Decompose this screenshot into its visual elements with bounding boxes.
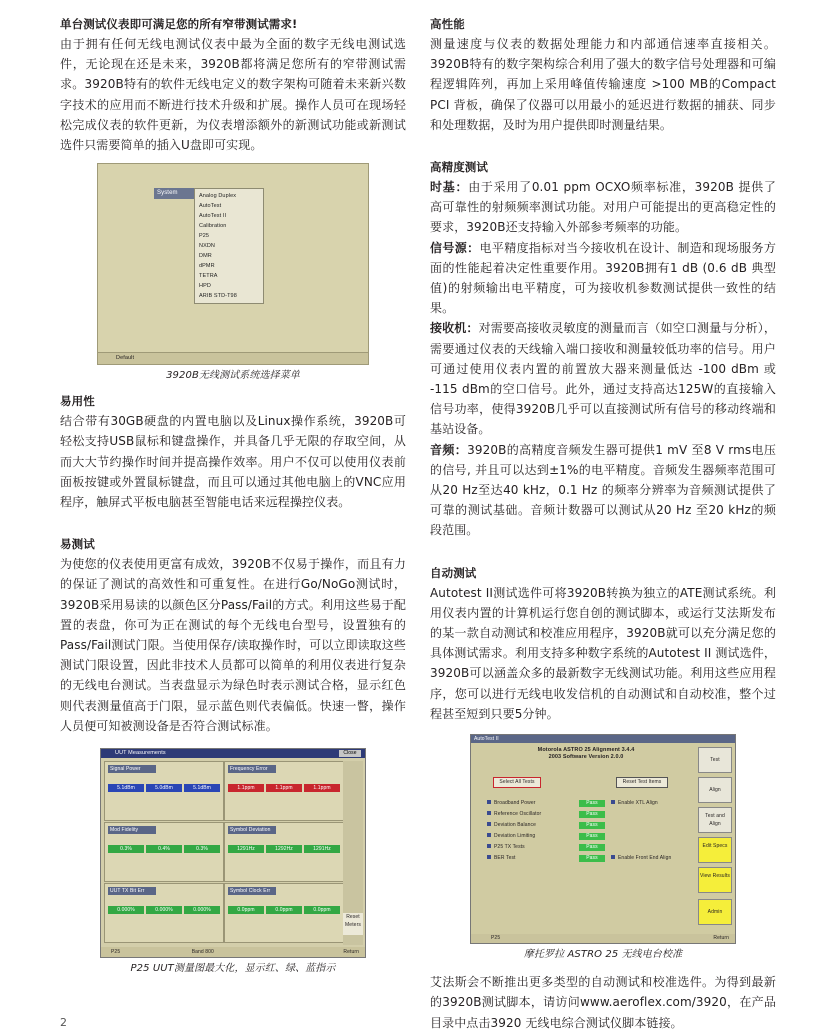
- checkbox-icon: [487, 822, 491, 826]
- meter-value-green: 0.000%: [184, 906, 220, 914]
- pass-badge: Pass: [579, 800, 605, 807]
- label-receiver: 接收机：: [430, 321, 479, 336]
- test-name: Deviation Limiting: [494, 833, 536, 840]
- test-row: [487, 832, 535, 840]
- left-column: [60, 14, 406, 976]
- system-menu-list: [194, 188, 264, 304]
- view-results-button: View Results: [698, 867, 732, 893]
- meter-value-green: 0.4%: [146, 845, 182, 853]
- meter-label: Frequency Error: [228, 765, 276, 773]
- test-button: Test: [698, 747, 732, 773]
- fig3-caption: 摩托罗拉 ASTRO 25 无线电台校准: [523, 949, 683, 961]
- uut-close-button: Close: [339, 750, 361, 757]
- meter-value-red: 1.1ppm: [304, 784, 340, 792]
- para-autotest: Autotest II测试选件可将3920B转换为独立的ATE测试系统。利用仪表内置的计算机运行您自创的测试脚本，或运行艾法斯发布的某一款自动测试和校准应用程序，3920B就可以充分满足您的具体测试需求。利用支持多种数字系统的Autotest II 测试选件，3920B可以涵盖众多的最新数字无线测试功能。利用这些应用程序，您可以进行无线电收发信机的自动测试和自动校准，整个过程甚至短到只要5分钟。: [430, 585, 776, 721]
- select-all-tests-button: Select All Tests: [493, 777, 541, 788]
- meter-value-red: 1.1ppm: [228, 784, 264, 792]
- option-row: [611, 854, 671, 862]
- label-timebase: 时基：: [430, 180, 469, 195]
- uut-footer-left: P25: [111, 949, 121, 956]
- para-all-tests: 由于拥有任何无线电测试仪表中最为全面的数字无线电测试选件，无论现在还是未来，3920B都将满足您所有的窄带测试需求。3920B特有的软件无线电定义的数字架构可随着未来新兴数字技术的应用而不断进行技术升级和扩展。操作人员可在现场轻松完成仪表的软件更新，为仪表增添额外的新测试功能或新测试选件只需要简单的插入U盘即可实现。: [60, 37, 406, 153]
- meter-value-green: 0.0ppm: [266, 906, 302, 914]
- pass-badge: Pass: [579, 833, 605, 840]
- menu-item: AutoTest II: [199, 213, 227, 220]
- pass-badge: Pass: [579, 844, 605, 851]
- option-label: Enable XTL Align: [618, 800, 658, 807]
- meter-panel: [224, 883, 344, 943]
- text-timebase: 由于采用了0.01 ppm OCXO频率标准，3920B 提供了高可靠性的射频频率测试功能。对用户可能提出的更高稳定性的要求，3920B还支持输入外部参考频率的功能。: [430, 180, 776, 235]
- para-generator: [430, 238, 776, 319]
- meter-value-green: 0.3%: [184, 845, 220, 853]
- checkbox-icon: [487, 844, 491, 848]
- text-generator: 电平精度指标对当今接收机在设计、制造和现场服务方面的性能起着决定性重要作用。3920B拥有1 dB (0.6 dB 典型值)的射频输出电平精度，可为接收机参数测试提供一致性的结果。: [430, 240, 776, 316]
- meter-value-green: 0.0ppm: [228, 906, 264, 914]
- page-number: 2: [60, 1016, 67, 1029]
- meter-label: Mod Fidelity: [108, 826, 156, 834]
- meter-panel: [224, 822, 344, 882]
- system-menu-footer: Default: [98, 352, 368, 364]
- checkbox-icon: [487, 800, 491, 804]
- meter-value-green: 0.000%: [146, 906, 182, 914]
- meter-value-green: 0.000%: [108, 906, 144, 914]
- heading-performance: 高性能: [430, 17, 465, 31]
- checkbox-icon: [611, 855, 615, 859]
- pass-badge: Pass: [579, 822, 605, 829]
- meter-value-blue: 5.1dBm: [108, 784, 144, 792]
- meter-value-green: 1292Hz: [266, 845, 302, 853]
- meter-label: UUT TX Bit Err: [108, 887, 156, 895]
- pass-badge: Pass: [579, 811, 605, 818]
- para-performance: 测量速度与仪表的数据处理能力和内部通信速率直接相关。3920B特有的数字架构综合利用了强大的数字信号处理器和可编程逻辑阵列，再加上采用峰值传输速度 >100 MB的Compact PCI 背板，确保了仪器可以用最小的延迟进行数据的捕获、同步和处理数据，及时为用户提供即时测量结果。: [430, 37, 776, 132]
- meter-value-blue: 5.0dBm: [146, 784, 182, 792]
- meter-value-green: 1291Hz: [228, 845, 264, 853]
- menu-item: ARIB STD-T98: [199, 293, 237, 300]
- label-generator: 信号源：: [430, 240, 480, 255]
- checkbox-icon: [487, 855, 491, 859]
- heading-easy-test: 易测试: [60, 537, 95, 552]
- meter-panel: [104, 761, 224, 821]
- autotest-title: [511, 747, 661, 761]
- menu-item: dPMR: [199, 263, 215, 270]
- checkbox-icon: [487, 833, 491, 837]
- reset-test-items-button: Reset Test Items: [616, 777, 668, 788]
- fig2-caption: P25 UUT测量图最大化，显示红、绿、蓝指示: [130, 963, 336, 975]
- align-button: Align: [698, 777, 732, 803]
- checkbox-icon: [487, 811, 491, 815]
- pass-badge: Pass: [579, 855, 605, 862]
- meter-panel: [224, 761, 344, 821]
- uut-measurements-screenshot: [100, 748, 366, 958]
- menu-item: Calibration: [199, 223, 227, 230]
- test-name: BER Test: [494, 855, 516, 862]
- test-row: [487, 854, 516, 862]
- admin-button: Admin: [698, 899, 732, 925]
- menu-item: HPD: [199, 283, 211, 290]
- menu-item: Analog Duplex: [199, 193, 237, 200]
- option-row: [611, 799, 658, 807]
- autotest-footer-right: Return: [713, 935, 729, 942]
- test-name: Deviation Balance: [494, 822, 537, 829]
- menu-item: TETRA: [199, 273, 218, 280]
- test-row: [487, 821, 536, 829]
- heading-autotest: 自动测试: [430, 565, 477, 580]
- uut-footer: [101, 947, 365, 957]
- para-audio: [430, 440, 776, 541]
- uut-footer-right: Return: [343, 949, 359, 956]
- test-name: Reference Oscillator: [494, 811, 542, 818]
- menu-item: DMR: [199, 253, 212, 260]
- menu-item: P25: [199, 233, 210, 240]
- test-row: [487, 843, 525, 851]
- heading-ease-of-use: 易用性: [60, 394, 95, 409]
- test-and-align-button: Test and Align: [698, 807, 732, 833]
- edit-specs-button: Edit Specs: [698, 837, 732, 863]
- heading-all-tests: 单台测试仪表即可满足您的所有窄带测试需求!: [60, 17, 298, 31]
- para-easy-test: 为使您的仪表使用更富有成效，3920B不仅易于操作，而且有力的保证了测试的高效性和可重复性。在进行Go/NoGo测试时，3920B采用易读的以颜色区分Pass/Fail的方式。利用这些易于配置的表盘，你可为正在测试的每个无线电台型号，设置独有的Pass/Fail测试门限。当使用保存/读取操作时，可以立即读取这些测试门限设置，因此非技术人员都可以简单的利用仪表进行复杂的无线电台测试。当表盘显示为绿色时表示测试合格，显示红色则代表测量值高于门限，显示蓝色则代表偏低。快速一瞥，操作人员便可知被测设备是否符合测试标准。: [60, 557, 406, 733]
- menu-item: NXDN: [199, 243, 215, 250]
- uut-footer-mid: Band 800: [191, 949, 214, 956]
- autotest-title-line2: 2003 Software Version 2.0.0: [548, 754, 624, 761]
- test-name: P25 TX Tests: [494, 844, 525, 851]
- para-ease-of-use: 结合带有30GB硬盘的内置电脑以及Linux操作系统，3920B可轻松支持USB鼠标和键盘操作，并具备几乎无限的存取空间，从而大大节约操作时间并提高操作效率。用户不仅可以使用仪表前面板按键或外置鼠标键盘，而且可以通过其他电脑上的VNC应用程序，触屏式平板电脑甚至智能电话来远程操控仪表。: [60, 414, 406, 510]
- text-audio: 3920B的高精度音频发生器可提供1 mV 至8 V rms电压的信号, 并且可以达到±1%的电平精度。音频发生器频率范围可从20 Hz至达40 kHz，0.1 Hz 的频率分辨率为音频测试提供了可靠的测试基础。音频计数器可以测试从20 Hz 至20 kHz的频段范围。: [430, 442, 776, 538]
- meter-panel: [104, 883, 224, 943]
- meter-value-blue: 5.1dBm: [184, 784, 220, 792]
- meter-value-green: 0.3%: [108, 845, 144, 853]
- checkbox-icon: [611, 800, 615, 804]
- autotest-footer: [471, 934, 735, 943]
- meter-value-green: 0.0ppm: [304, 906, 340, 914]
- meter-label: Signal Power: [108, 765, 156, 773]
- label-audio: 音频：: [430, 442, 468, 457]
- para-aeroflex: 艾法斯会不断推出更多类型的自动测试和校准选件。为得到最新的3920B测试脚本，请访问www.aeroflex.com/3920，在产品目录中点击3920 无线电综合测试仪脚本链接。: [430, 975, 776, 1030]
- uut-title-bar: UUT Measurements: [101, 749, 365, 758]
- autotest-title-line1: Motorola ASTRO 25 Alignment 3.4.4: [537, 747, 635, 754]
- menu-item: AutoTest: [199, 203, 222, 210]
- autotest-screenshot: [470, 734, 736, 944]
- meter-value-green: 1291Hz: [304, 845, 340, 853]
- system-button: System: [154, 188, 197, 199]
- right-column: [430, 14, 776, 1033]
- system-menu-screenshot: [97, 163, 369, 365]
- test-row: [487, 810, 541, 818]
- test-row: [487, 799, 536, 807]
- meter-value-red: 1.1ppm: [266, 784, 302, 792]
- para-receiver: [430, 318, 776, 439]
- meter-panel: [104, 822, 224, 882]
- reset-meters-button: Reset Meters: [343, 913, 363, 935]
- meter-label: Symbol Deviation: [228, 826, 276, 834]
- fig1-caption: 3920B无线测试系统选择菜单: [166, 370, 300, 382]
- test-name: Broadband Power: [494, 800, 536, 807]
- heading-precision: 高精度测试: [430, 160, 488, 175]
- option-label: Enable Front End Align: [618, 855, 672, 862]
- text-receiver: 对需要高接收灵敏度的测量而言（如空口测量与分析），需要通过仪表的天线输入端口接收和测量较低功率的信号。用户可通过使用仪表内置的前置放大器来测量低达 -100 dBm 或 -115 dBm的空口信号。此外，通过支持高达125W的直接输入信号功率，使得3920B几乎可以直接测试所有信号的移动终端和基站设备。: [430, 321, 776, 437]
- autotest-footer-left: P25: [491, 935, 501, 942]
- meter-label: Symbol Clock Err: [228, 887, 276, 895]
- autotest-title-bar: AutoTest II: [471, 735, 735, 743]
- para-timebase: [430, 177, 776, 238]
